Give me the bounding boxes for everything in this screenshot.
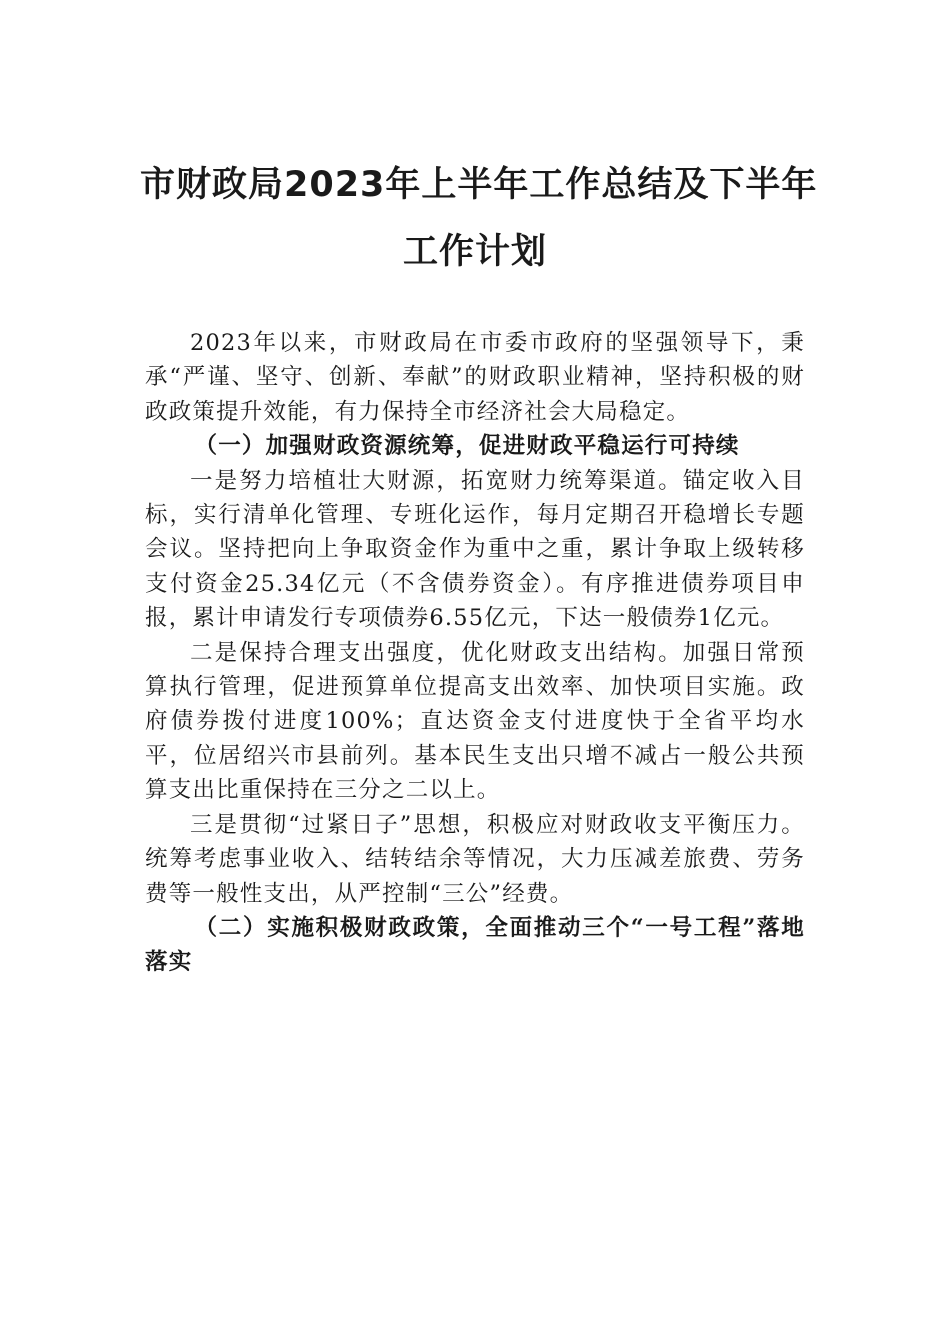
paragraph-revenue: 一是努力培植壮大财源，拓宽财力统筹渠道。锚定收入目标，实行清单化管理、专班化运作，每月定期召开稳增长专题会议。坚持把向上争取资金作为重中之重，累计争取上级转移支付资金25.34亿元（不含债券资金）。有序推进债券项目申报，累计申请发行专项债券6.55亿元，下达一般债券1亿元。 — [145, 467, 805, 632]
document-title-line-2: 工作计划 — [402, 232, 547, 272]
paragraph-expenditure: 二是保持合理支出强度，优化财政支出结构。加强日常预算执行管理，促进预算单位提高支出效率、加快项目实施。政府债券拨付进度100%；直达资金支付进度快于全省平均水平，位居绍兴市县前列。基本民生支出只增不减占一般公共预算支出比重保持在三分之二以上。 — [145, 639, 805, 804]
section-heading-2: （二）实施积极财政政策，全面推动三个“一号工程”落地落实 — [145, 914, 805, 976]
document-title-line-1: 市财政局2023年上半年工作总结及下半年 — [140, 165, 818, 205]
intro-paragraph: 2023年以来，市财政局在市委市政府的坚强领导下，秉承“严谨、坚守、创新、奉献”的财政职业精神，坚持积极的财政政策提升效能，有力保持全市经济社会大局稳定。 — [145, 330, 805, 425]
document-body — [145, 326, 805, 980]
section-heading-1: （一）加强财政资源统筹，促进财政平稳运行可持续 — [194, 433, 740, 460]
paragraph-frugality: 三是贯彻“过紧日子”思想，积极应对财政收支平衡压力。统筹考虑事业收入、结转结余等情况，大力压减差旅费、劳务费等一般性支出，从严控制“三公”经费。 — [145, 811, 805, 907]
